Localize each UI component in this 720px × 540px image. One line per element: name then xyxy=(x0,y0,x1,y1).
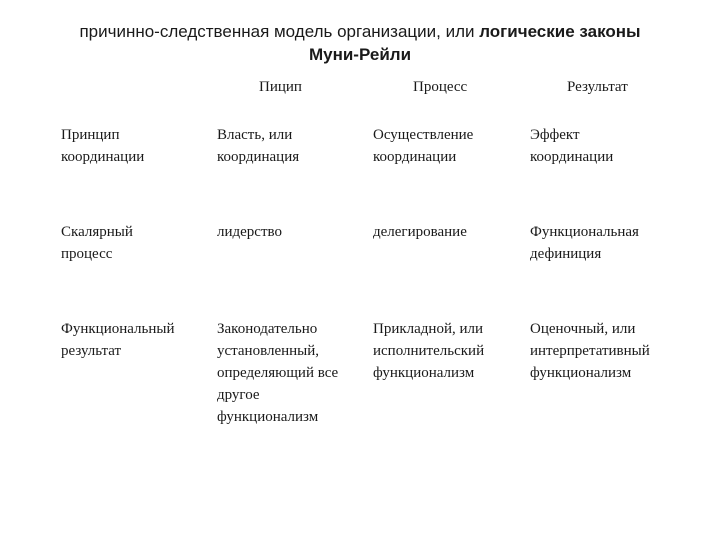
row-label-coordination: Принцип координации xyxy=(61,127,145,165)
column-header-result: Результат xyxy=(567,79,628,95)
table-cell: делегирование xyxy=(373,224,467,240)
table-cell: Законодательно установленный, определяющий все другое функционализм xyxy=(217,321,339,425)
table-cell: Прикладной, или исполнительский функционализм xyxy=(373,321,485,381)
title-bold-text: логические законы xyxy=(479,22,641,41)
table-cell: Власть, или координация xyxy=(217,127,300,165)
column-header-process: Процесс xyxy=(413,79,468,95)
table-cell: Осуществление координации xyxy=(373,127,474,165)
title-line-2: Муни-Рейли xyxy=(308,45,412,64)
table-cell: Эффект координации xyxy=(530,127,614,165)
table-cell: лидерство xyxy=(217,224,282,240)
row-label-scalar-process: Скалярный процесс xyxy=(61,224,133,262)
title-normal-text: причинно-следственная модель организации, или xyxy=(79,22,480,41)
row-label-functional-result: Функциональный результат xyxy=(61,321,175,359)
column-header-principle: Пицип xyxy=(259,79,302,95)
table-cell: Функциональная дефиниция xyxy=(530,224,639,262)
table-cell: Оценочный, или интерпретативный функционализм xyxy=(530,321,650,381)
